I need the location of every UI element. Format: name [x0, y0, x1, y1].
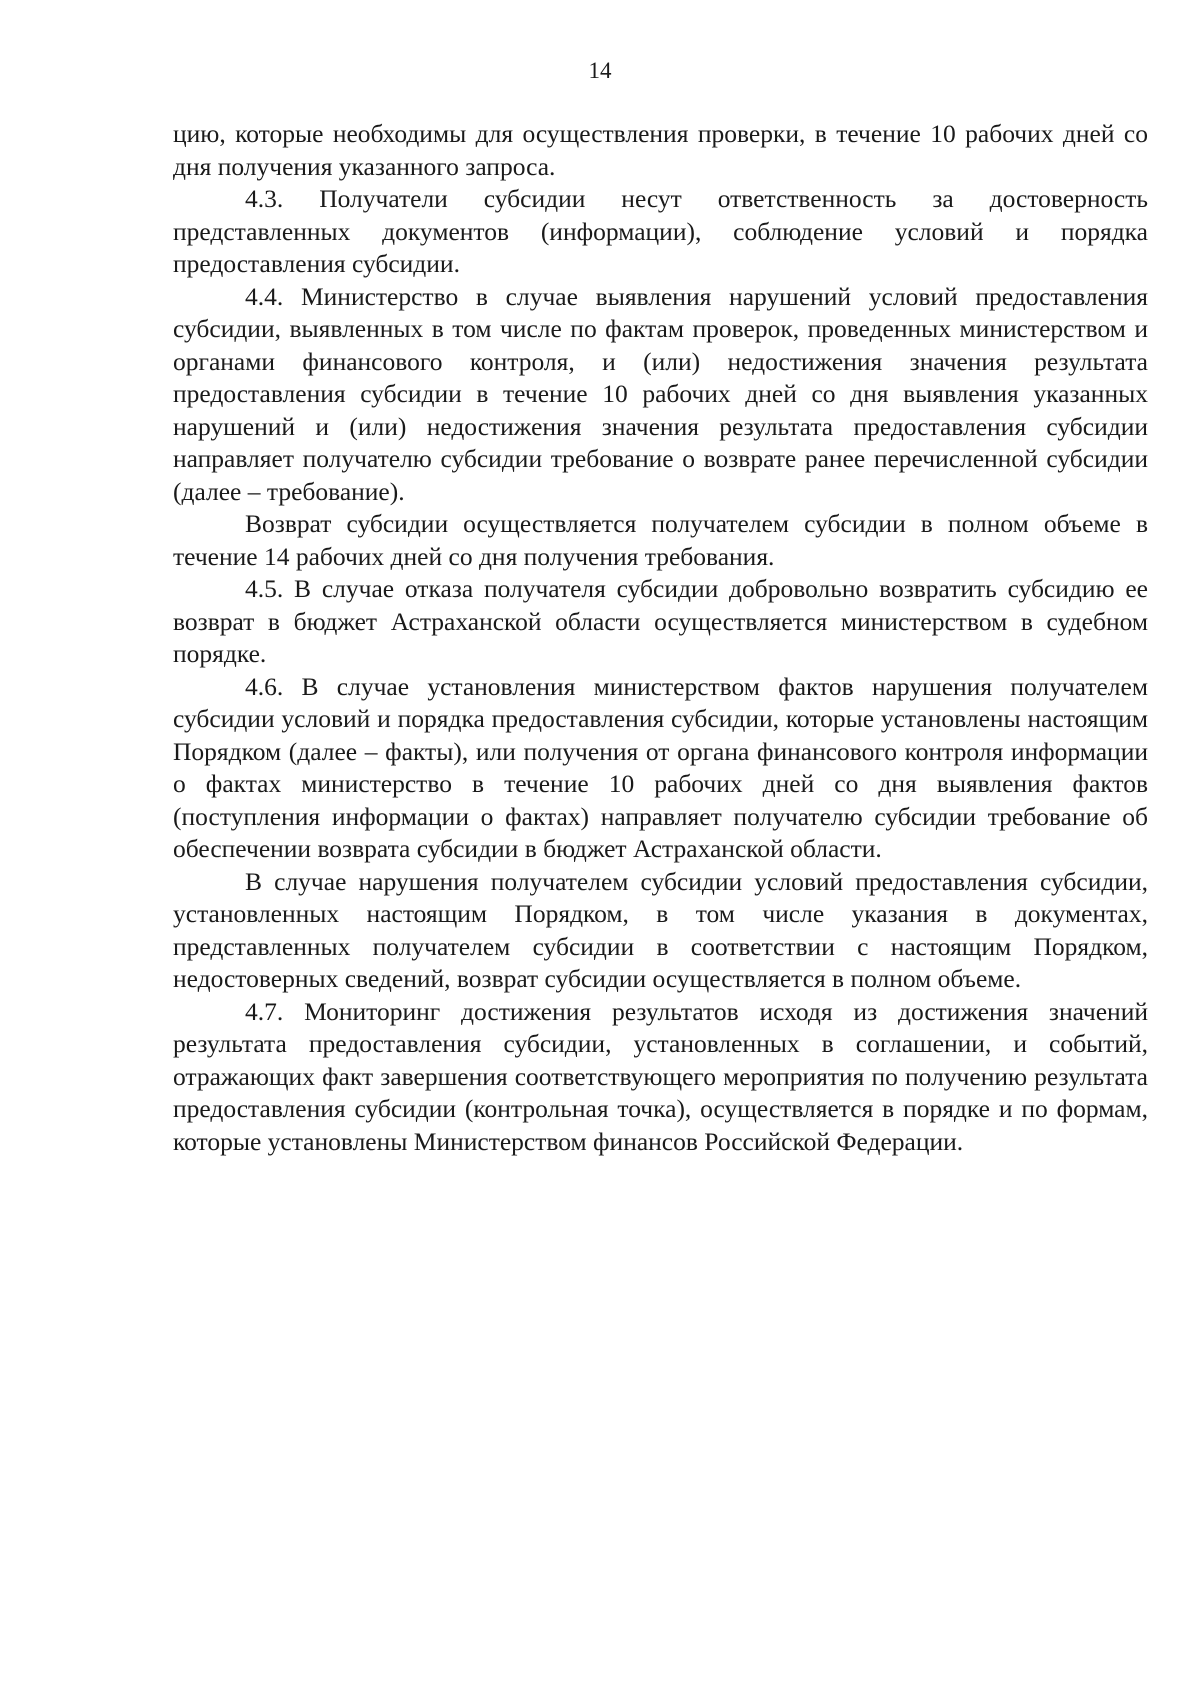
paragraph-violation-return: В случае нарушения получателем субсидии условий предоставления субсидии, установленных настоящим Порядком, в том числе указания в документах, представленных получателем субсидии в соответствии с настоящим Порядком, недостоверных сведений, возврат субсидии осуществляется в полном объеме.	[173, 866, 1148, 993]
paragraph-return-terms: Возврат субсидии осуществляется получателем субсидии в полном объеме в течение 14 рабочих дней со дня получения требования.	[173, 509, 1148, 571]
paragraph-4-5: 4.5. В случае отказа получателя субсидии добровольно возвратить субсидию ее возврат в бюджет Астраханской области осуществляется министерством в судебном порядке.	[173, 574, 1148, 668]
paragraph-4-6: 4.6. В случае установления министерством фактов нарушения получателем субсидии условий и порядка предоставления субсидии, которые установлены настоящим Порядком (далее – факты), или получения от органа финансового контроля информации о фактах министерство в течение 10 рабочих дней со дня выявления фактов (поступления информации о фактах) направляет получателю субсидии требование об обеспечении возврата субсидии в бюджет Астраханской области.	[173, 671, 1148, 863]
paragraph-4-4: 4.4. Министерство в случае выявления нарушений условий предоставления субсидии, выявленных в том числе по фактам проверок, проведенных министерством и органами финансового контроля, и (или) недостижения значения результата предоставления субсидии в течение 10 рабочих дней со дня выявления указанных нарушений и (или) недостижения значения результата предоставления субсидии направляет получателю субсидии требование о возврате ранее перечисленной субсидии (далее – требование).	[173, 281, 1148, 506]
document-body	[173, 118, 1148, 1158]
paragraph-4-3: 4.3. Получатели субсидии несут ответственность за достоверность представленных документов (информации), соблюдение условий и порядка предоставления субсидии.	[173, 184, 1148, 278]
paragraph-continuation: цию, которые необходимы для осуществления проверки, в течение 10 рабочих дней со дня получения указанного запроса.	[173, 119, 1148, 181]
page-number: 14	[588, 58, 612, 83]
paragraph-4-7: 4.7. Мониторинг достижения результатов исходя из достижения значений результата предоставления субсидии, установленных в соглашении, и событий, отражающих факт завершения соответствующего мероприятия по получению результата предоставления субсидии (контрольная точка), осуществляется в порядке и по формам, которые установлены Министерством финансов Российской Федерации.	[173, 996, 1148, 1156]
